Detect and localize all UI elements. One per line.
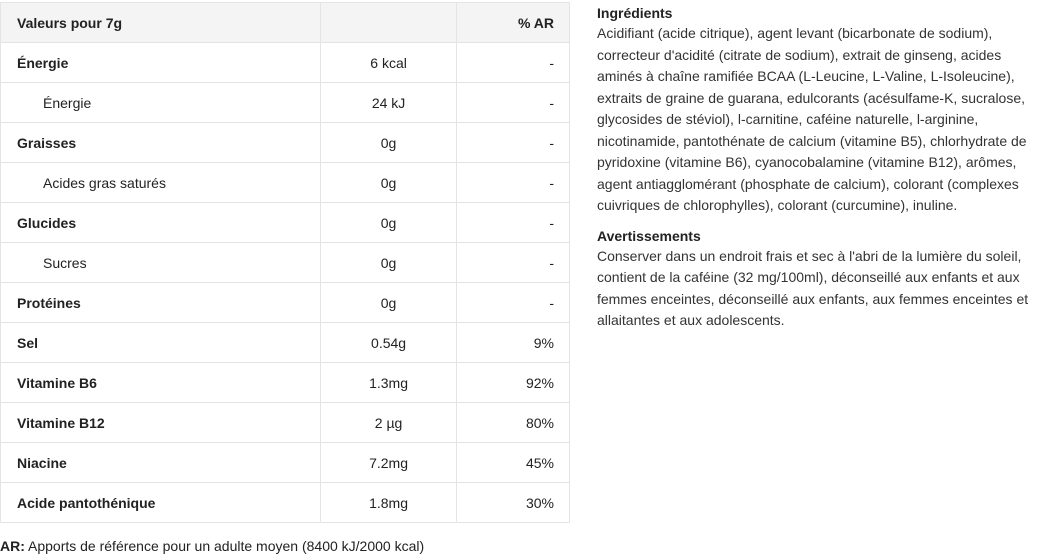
warnings-text: Conserver dans un endroit frais et sec à l'abri de la lumière du soleil, contient de la caféine (32 mg/100ml), déconseillé aux enfants et aux femmes enceintes, déconseillé aux enfants, aux femmes enceintes et allaitantes et aux adolescents. bbox=[597, 247, 1029, 328]
row-ar: 45% bbox=[456, 443, 569, 483]
row-ar: - bbox=[456, 203, 569, 243]
row-name: Graisses bbox=[1, 123, 321, 163]
table-row bbox=[1, 443, 570, 483]
table-row bbox=[1, 203, 570, 243]
row-ar: - bbox=[456, 283, 569, 323]
row-value: 0g bbox=[321, 283, 457, 323]
footnote-text: Apports de référence pour un adulte moyen (8400 kJ/2000 kcal) bbox=[24, 538, 425, 554]
row-name: Sel bbox=[1, 323, 321, 363]
ingredients-text: Acidifiant (acide citrique), agent levant (bicarbonate de sodium), correcteur d'acidité (citrate de sodium), extrait de ginseng, acides aminés à chaîne ramifiée BCAA (L-Leucine, L-Valine, L-Isoleucine), extraits de graine de guarana, edulcorants (acésulfame-K, sucralose, glycosides de stéviol), l-carnitine, caféine naturelle, l-arginine, nicotinamide, pantothénate de calcium (vitamine B5), chlorhydrate de pyridoxine (vitamine B6), cyanocobalamine (vitamine B12), arômes, agent antiagglomérant (phosphate de calcium), colorant (complexes cuivriques de chlorophylles), colorant (curcumine), inuline. bbox=[597, 25, 1027, 213]
row-ar: - bbox=[456, 123, 569, 163]
row-value: 0g bbox=[321, 163, 457, 203]
product-info bbox=[597, 4, 1043, 342]
row-ar: 92% bbox=[456, 363, 569, 403]
header-value bbox=[321, 3, 457, 43]
row-name: Vitamine B12 bbox=[1, 403, 321, 443]
ingredients-title: Ingrédients bbox=[597, 5, 673, 21]
warnings-title: Avertissements bbox=[597, 227, 701, 244]
row-value: 0g bbox=[321, 203, 457, 243]
row-value: 0.54g bbox=[321, 323, 457, 363]
table-row bbox=[1, 283, 570, 323]
row-value: 1.3mg bbox=[321, 363, 457, 403]
row-name: Niacine bbox=[1, 443, 321, 483]
row-value: 2 µg bbox=[321, 403, 457, 443]
table-row bbox=[1, 243, 570, 283]
row-name: Acides gras saturés bbox=[1, 163, 321, 203]
row-name: Sucres bbox=[1, 243, 321, 283]
row-value: 0g bbox=[321, 243, 457, 283]
row-ar: - bbox=[456, 43, 569, 83]
row-ar: - bbox=[456, 243, 569, 283]
row-value: 1.8mg bbox=[321, 483, 457, 523]
row-ar: 30% bbox=[456, 483, 569, 523]
row-ar: - bbox=[456, 83, 569, 123]
table-row bbox=[1, 83, 570, 123]
row-name: Protéines bbox=[1, 283, 321, 323]
row-name: Acide pantothénique bbox=[1, 483, 321, 523]
footnote-label: AR: bbox=[0, 538, 25, 554]
ar-footnote bbox=[0, 538, 424, 554]
row-ar: - bbox=[456, 163, 569, 203]
header-name: Valeurs pour 7g bbox=[1, 3, 321, 43]
table-row bbox=[1, 483, 570, 523]
row-name: Glucides bbox=[1, 203, 321, 243]
row-value: 0g bbox=[321, 123, 457, 163]
table-header-row bbox=[1, 3, 570, 43]
table-row bbox=[1, 43, 570, 83]
table-row bbox=[1, 123, 570, 163]
table-row bbox=[1, 363, 570, 403]
row-value: 24 kJ bbox=[321, 83, 457, 123]
row-value: 7.2mg bbox=[321, 443, 457, 483]
table-row bbox=[1, 163, 570, 203]
row-value: 6 kcal bbox=[321, 43, 457, 83]
row-name: Vitamine B6 bbox=[1, 363, 321, 403]
header-ar: % AR bbox=[456, 3, 569, 43]
row-ar: 9% bbox=[456, 323, 569, 363]
row-name: Énergie bbox=[1, 43, 321, 83]
table-row bbox=[1, 323, 570, 363]
nutrition-table bbox=[0, 2, 570, 523]
table-row bbox=[1, 403, 570, 443]
row-ar: 80% bbox=[456, 403, 569, 443]
row-name: Énergie bbox=[1, 83, 321, 123]
